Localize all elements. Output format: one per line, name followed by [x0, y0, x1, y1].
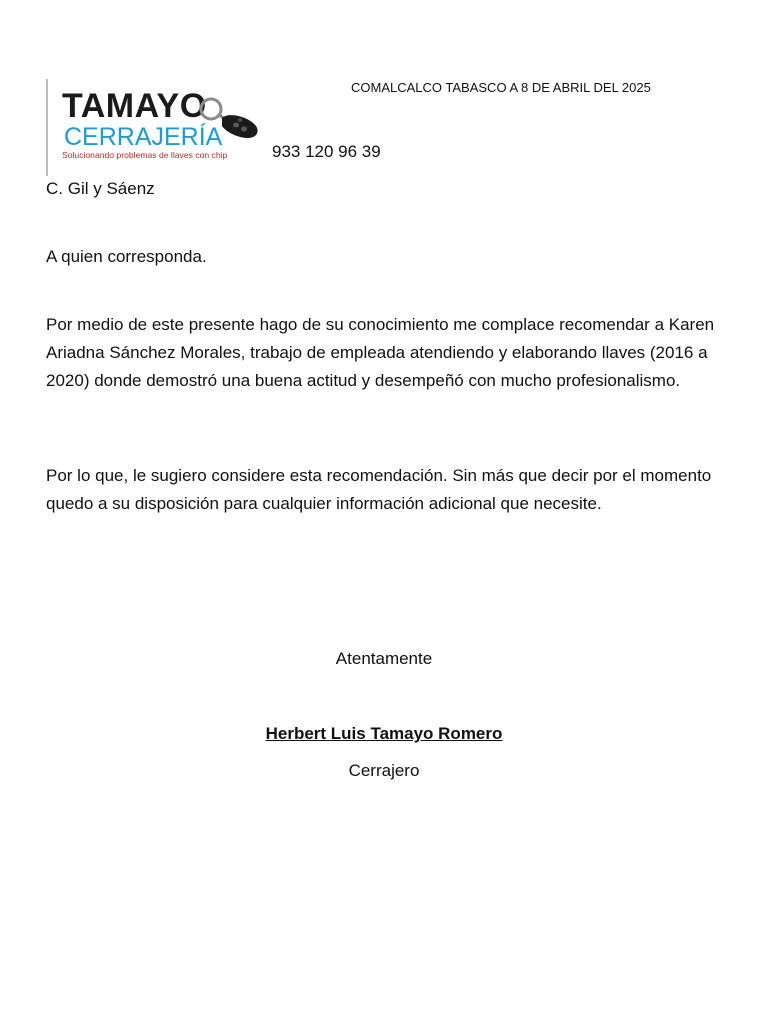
company-logo: [52, 84, 264, 168]
body-paragraph: Por lo que, le sugiero considere esta recomendación. Sin más que decir por el momento quedo a su disposición para cualquier información adicional que necesite.: [46, 466, 712, 513]
signer-title: Cerrajero: [348, 761, 420, 780]
logo-subtitle: CERRAJERÍA: [64, 123, 223, 151]
greeting: A quien corresponda.: [46, 247, 207, 266]
logo-divider: [46, 79, 48, 176]
date-line: COMALCALCO TABASCO A 8 DE ABRIL DEL 2025: [351, 80, 651, 95]
car-key-fob-icon: [198, 92, 262, 144]
logo-tagline: Solucionando problemas de llaves con chip: [62, 150, 228, 160]
phone-number: 933 120 96 39: [272, 142, 381, 161]
closing-salutation: Atentamente: [335, 649, 433, 668]
body-paragraph: Por medio de este presente hago de su conocimiento me complace recomendar a Karen Ariadna Sánchez Morales, trabajo de empleada atendiendo y elaborando llaves (2016 a 2020) donde demostró una buena actitud y desempeñó con mucho profesionalismo.: [46, 315, 715, 390]
signer-name: Herbert Luis Tamayo Romero: [265, 724, 503, 743]
logo-name: TAMAYO: [62, 87, 207, 125]
address-line: C. Gil y Sáenz: [46, 179, 155, 198]
